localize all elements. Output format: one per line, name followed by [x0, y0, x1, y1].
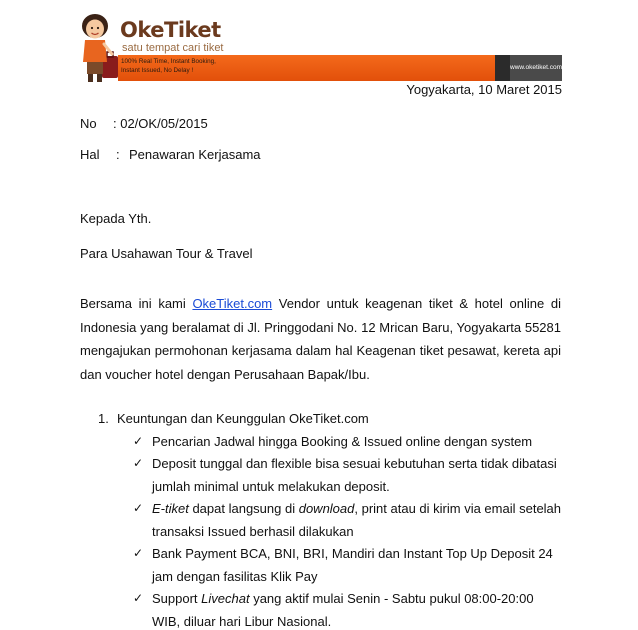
number-label: No — [80, 116, 97, 131]
benefit-text: WIB, diluar hari Libur Nasional. — [152, 614, 332, 629]
benefit-part: dapat langsung di — [188, 501, 299, 516]
intro-text: Bersama ini kami — [80, 296, 193, 311]
section-number: 1. — [98, 411, 109, 426]
benefit-part: , print atau di kirim via email setelah — [354, 501, 562, 516]
letter-date: Yogyakarta, 10 Maret 2015 — [406, 82, 562, 97]
benefit-em: Livechat — [201, 591, 250, 606]
benefit-em: E-tiket — [152, 501, 189, 516]
banner-text — [121, 57, 216, 75]
check-mark-icon: ✓ — [133, 434, 144, 448]
website-url: www.oketiket.com — [510, 55, 562, 81]
intro-paragraph — [80, 292, 561, 386]
letterhead-banner — [118, 55, 562, 81]
benefit-text: Pencarian Jadwal hingga Booking & Issued online dengan system — [152, 434, 533, 449]
recipient: Para Usahawan Tour & Travel — [80, 246, 253, 261]
intro-text: Vendor untuk keagenan tiket & hotel online di Indonesia yang beralamat di Jl. Pringgodani No. 12 Mrican Baru, Yogyakarta 55281 mengajukan permohonan kerjasama dalam hal Keagenan tiket pesawat, kereta api dan voucher hotel dengan Perusahaan Bapak/Ibu. — [80, 296, 561, 382]
salutation: Kepada Yth. — [80, 211, 152, 226]
letterhead — [78, 6, 562, 84]
benefit-text: Bank Payment BCA, BNI, BRI, Mandiri dan Instant Top Up Deposit 24 — [152, 546, 553, 561]
benefit-em: download — [298, 501, 355, 516]
check-mark-icon: ✓ — [133, 501, 144, 515]
banner-line: Instant Issued, No Delay ! — [121, 67, 194, 74]
subject-label: Hal — [80, 147, 100, 162]
subject-colon: : — [116, 147, 120, 162]
banner-line: 100% Real Time, Instant Booking, — [121, 58, 216, 65]
benefit-text: transaksi Issued berhasil dilakukan — [152, 524, 354, 539]
benefit-text — [152, 500, 561, 517]
benefit-text: jumlah minimal untuk melakukan deposit. — [152, 479, 390, 494]
benefit-text: Deposit tunggal dan flexible bisa sesuai kebutuhan serta tidak dibatasi — [152, 456, 557, 471]
benefit-text — [152, 590, 534, 607]
oketiket-link[interactable]: OkeTiket.com — [192, 296, 273, 311]
subject-value: Penawaran Kerjasama — [129, 147, 261, 162]
mascot-logo-icon — [78, 10, 120, 84]
benefit-text: jam dengan fasilitas Klik Pay — [152, 569, 318, 584]
brand-name: OkeTiket — [120, 18, 221, 42]
benefit-part: Support — [152, 591, 202, 606]
benefit-part: yang aktif mulai Senin - Sabtu pukul 08:00-20:00 — [249, 591, 534, 606]
check-mark-icon: ✓ — [133, 546, 144, 560]
number-value: : 02/OK/05/2015 — [113, 116, 208, 131]
section-title: Keuntungan dan Keunggulan OkeTiket.com — [117, 411, 369, 426]
check-mark-icon: ✓ — [133, 591, 144, 605]
check-mark-icon: ✓ — [133, 456, 144, 470]
banner-dark-block — [495, 55, 510, 81]
brand-tagline: satu tempat cari tiket — [122, 42, 224, 54]
